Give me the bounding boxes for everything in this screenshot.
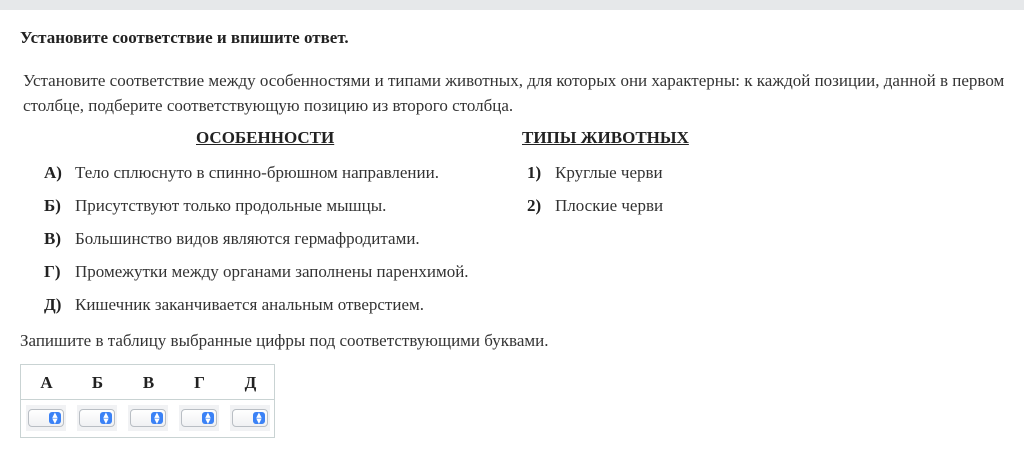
column-label-a: А	[40, 373, 53, 392]
answer-select-b[interactable]	[79, 409, 115, 427]
feature-letter: А)	[44, 163, 62, 182]
feature-letter: В)	[44, 229, 61, 248]
feature-text: Присутствуют только продольные мышцы.	[75, 196, 387, 215]
answer-table-header	[21, 365, 274, 400]
feature-text: Большинство видов являются гермафродитами.	[75, 229, 420, 248]
type-number: 1)	[527, 163, 542, 182]
column-label-g: Г	[194, 373, 205, 392]
features-column-title: ОСОБЕННОСТИ	[196, 128, 335, 147]
answer-select-g[interactable]	[181, 409, 217, 427]
answer-table	[20, 364, 275, 438]
feature-letter: Б)	[44, 196, 61, 215]
answer-instruction: Запишите в таблицу выбранные цифры под соответствующими буквами.	[20, 331, 549, 350]
column-label-v: В	[142, 373, 155, 392]
type-number: 2)	[527, 196, 542, 215]
task-heading: Установите соответствие и впишите ответ.	[20, 28, 349, 47]
answer-cell-g	[179, 405, 219, 431]
type-text: Плоские черви	[555, 196, 664, 215]
feature-letter: Г)	[44, 262, 61, 281]
feature-text: Промежутки между органами заполнены паренхимой.	[75, 262, 469, 281]
answer-cell-a	[26, 405, 66, 431]
feature-letter: Д)	[44, 295, 62, 314]
up-down-chevron-icon: ▲ ▼	[151, 412, 163, 424]
up-down-chevron-icon: ▲ ▼	[100, 412, 112, 424]
answer-cell-v	[128, 405, 168, 431]
feature-text: Кишечник заканчивается анальным отверстием.	[75, 295, 425, 314]
answer-select-v[interactable]	[130, 409, 166, 427]
answer-cell-d	[230, 405, 270, 431]
column-label-d: Д	[244, 373, 257, 392]
type-text: Круглые черви	[555, 163, 663, 182]
answer-select-a[interactable]	[28, 409, 64, 427]
up-down-chevron-icon: ▲ ▼	[49, 412, 61, 424]
up-down-chevron-icon: ▲ ▼	[202, 412, 214, 424]
answer-select-d[interactable]	[232, 409, 268, 427]
column-label-b: Б	[91, 373, 104, 392]
answer-cell-b	[77, 405, 117, 431]
top-bar	[0, 0, 1024, 10]
up-down-chevron-icon: ▲ ▼	[253, 412, 265, 424]
task-intro: Установите соответствие между особенностями и типами животных, для которых они характерны: к каждой позиции, данной в первом столбце, подберите соответствующую позицию из второго столбца.	[23, 71, 1005, 115]
types-column-title: ТИПЫ ЖИВОТНЫХ	[522, 128, 689, 147]
feature-text: Тело сплюснуто в спинно-брюшном направлении.	[75, 163, 439, 182]
